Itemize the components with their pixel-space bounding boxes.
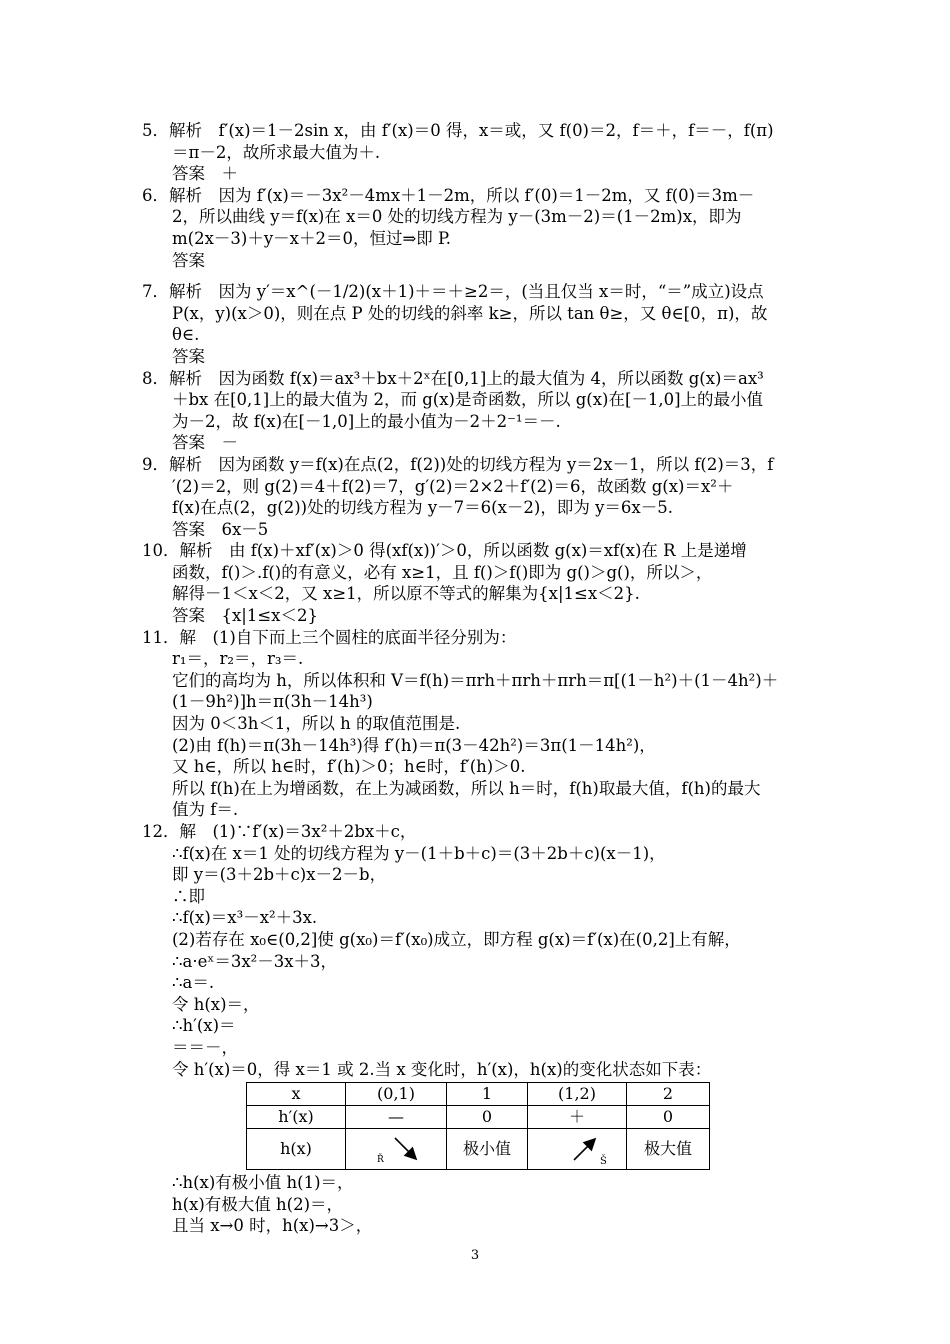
table-cell: 0 bbox=[627, 1106, 710, 1129]
text-line: 它们的高均为 h，所以体积和 V＝f(h)＝πrh＋πrh＋πrh＝π[(1－h²)＋(1－4h²)＋ bbox=[172, 670, 779, 690]
text-line: 6．解析 因为 f′(x)＝－3x²－4mx＋1－2m，所以 f′(0)＝1－2m，又 f(0)＝3m－ bbox=[142, 185, 755, 205]
arrow-up-right-icon bbox=[532, 1130, 622, 1168]
table-cell: 2 bbox=[627, 1083, 710, 1106]
down-mark: Ř bbox=[377, 1155, 384, 1166]
text-line: ′(2)＝2，则 g(2)＝4＋f(2)＝7，g′(2)＝2×2＋f′(2)＝6，故函数 g(x)＝x²＋ bbox=[172, 476, 734, 496]
text-line: 8．解析 因为函数 f(x)＝ax³＋bx＋2ˣ在[0,1]上的最大值为 4，所以函数 g(x)＝ax³ bbox=[142, 368, 764, 388]
arrow-down-right-icon bbox=[351, 1130, 441, 1168]
text-line: m(2x－3)＋y－x＋2＝0，恒过⇒即 P. bbox=[172, 228, 452, 248]
text-line: 解得－1＜x＜2，又 x≥1，所以原不等式的解集为{x|1≤x＜2}. bbox=[172, 584, 640, 604]
text-line: ∴即 bbox=[172, 886, 205, 906]
text-line: 且当 x→0 时，h(x)→3＞， bbox=[172, 1216, 373, 1236]
table-cell: 极小值 bbox=[447, 1129, 528, 1170]
text-line: 10．解析 由 f(x)＋xf′(x)＞0 得(xf(x))′＞0，所以函数 g(x)＝xf(x)在 R 上是递增 bbox=[142, 541, 747, 561]
text-line: 为－2，故 f(x)在[－1,0]上的最小值为－2＋2⁻¹＝－. bbox=[172, 411, 561, 431]
text-line: 答案 bbox=[172, 346, 205, 366]
text-line: r₁＝，r₂＝，r₃＝. bbox=[172, 649, 304, 669]
text-line: 值为 f＝. bbox=[172, 800, 239, 820]
text-line: 所以 f(h)在上为增函数，在上为减函数，所以 h＝时，f(h)取最大值，f(h)的最大 bbox=[172, 778, 761, 798]
text-line: ∴f(x)＝x³－x²＋3x. bbox=[172, 908, 318, 928]
text-line: 令 h′(x)＝0，得 x＝1 或 2.当 x 变化时，h′(x)，h(x)的变化状态如下表： bbox=[172, 1059, 712, 1079]
text-line: 又 h∈，所以 h∈时，f′(h)＞0；h∈时，f′(h)＞0. bbox=[172, 757, 526, 777]
text-line: (2)由 f(h)＝π(3h－14h³)得 f′(h)＝π(3－42h²)＝3π(1－14h²)， bbox=[172, 735, 656, 755]
table-cell: 1 bbox=[447, 1083, 528, 1106]
table-cell: x bbox=[247, 1083, 346, 1106]
table-row bbox=[247, 1106, 710, 1129]
table-cell: h′(x) bbox=[247, 1106, 346, 1129]
text-line: ＝π－2，故所求最大值为＋. bbox=[172, 142, 381, 162]
table-cell: 0 bbox=[447, 1106, 528, 1129]
text-line: 12．解 (1)∵f′(x)＝3x²＋2bx＋c， bbox=[142, 822, 417, 841]
table-cell: — bbox=[346, 1106, 447, 1129]
solution-lines bbox=[142, 120, 810, 1080]
text-line: 5．解析 f′(x)＝1－2sin x，由 f′(x)＝0 得，x＝或，又 f(0)＝2，f＝＋，f＝－，f(π) bbox=[142, 121, 774, 140]
text-line: ∴h(x)有极小值 h(1)＝， bbox=[172, 1173, 354, 1193]
decreasing-cell bbox=[346, 1129, 447, 1170]
text-line: 即 y＝(3＋2b＋c)x－2－b， bbox=[172, 865, 387, 885]
text-line: 令 h(x)＝， bbox=[172, 994, 260, 1014]
text-line: θ∈. bbox=[172, 325, 200, 345]
table-cell: h(x) bbox=[247, 1129, 346, 1170]
text-line: 11．解 (1)自下而上三个圆柱的底面半径分别为： bbox=[142, 627, 517, 647]
text-line: 答案 ＋ bbox=[172, 164, 238, 184]
text-line: 函数，f()＞.f()的有意义，必有 x≥1，且 f()＞f()即为 g()＞g()，所以＞， bbox=[172, 562, 713, 582]
text-line: 9．解析 因为函数 y＝f(x)在点(2，f(2))处的切线方程为 y＝2x－1，所以 f(2)＝3，f bbox=[142, 454, 774, 474]
text-line: ＝＝－， bbox=[172, 1037, 238, 1057]
text-line: 因为 0＜3h＜1，所以 h 的取值范围是. bbox=[172, 714, 461, 734]
page-number: 3 bbox=[470, 1248, 480, 1263]
solution-lines-after bbox=[142, 1172, 810, 1237]
text-line: (1－9h²)]h＝π(3h－14h³) bbox=[172, 692, 373, 712]
text-line: f(x)在点(2，g(2))处的切线方程为 y－7＝6(x－2)，即为 y＝6x－5. bbox=[172, 498, 673, 518]
text-line: ∴a＝. bbox=[172, 973, 215, 993]
text-line: ∴f(x)在 x＝1 处的切线方程为 y－(1＋b＋c)＝(3＋2b＋c)(x－1)， bbox=[172, 843, 666, 863]
text-line: ∴a·eˣ＝3x²－3x＋3， bbox=[172, 951, 338, 971]
text-line bbox=[142, 271, 810, 281]
text-line: 2，所以曲线 y＝f(x)在 x＝0 处的切线方程为 y－(3m－2)＝(1－2m)x，即为 bbox=[172, 207, 742, 227]
text-line: h(x)有极大值 h(2)＝， bbox=[172, 1194, 344, 1214]
text-line: 答案 bbox=[172, 250, 205, 270]
table-cell: 极大值 bbox=[627, 1129, 710, 1170]
table-cell: ＋ bbox=[528, 1106, 627, 1129]
text-line: ＋bx 在[0,1]上的最大值为 2，而 g(x)是奇函数，所以 g(x)在[－1,0]上的最小值 bbox=[172, 390, 764, 410]
text-line: 答案 {x|1≤x＜2} bbox=[172, 606, 318, 626]
text-line: ∴h′(x)＝ bbox=[172, 1016, 236, 1036]
increasing-cell bbox=[528, 1129, 627, 1170]
variation-table bbox=[246, 1082, 710, 1170]
text-line: P(x，y)(x＞0)，则在点 P 处的切线的斜率 k≥，所以 tan θ≥，又 θ∈[0，π)，故 bbox=[172, 303, 768, 323]
text-line: 7．解析 因为 y′＝x^(－1/2)(x＋1)＋＝＋≥2＝，(当且仅当 x＝时，“＝”成立)设点 bbox=[142, 282, 764, 302]
text-line: 答案 － bbox=[172, 433, 238, 453]
text-line: (2)若存在 x₀∈(0,2]使 g(x₀)＝f′(x₀)成立，即方程 g(x)＝f′(x)在(0,2]上有解， bbox=[172, 929, 741, 949]
text-line: 答案 6x－5 bbox=[172, 519, 269, 539]
solution-text bbox=[142, 120, 810, 1237]
up-mark: Š bbox=[600, 1156, 607, 1168]
table-row bbox=[247, 1083, 710, 1106]
table-row bbox=[247, 1129, 710, 1170]
table-cell: (0,1) bbox=[346, 1083, 447, 1106]
table-cell: (1,2) bbox=[528, 1083, 627, 1106]
